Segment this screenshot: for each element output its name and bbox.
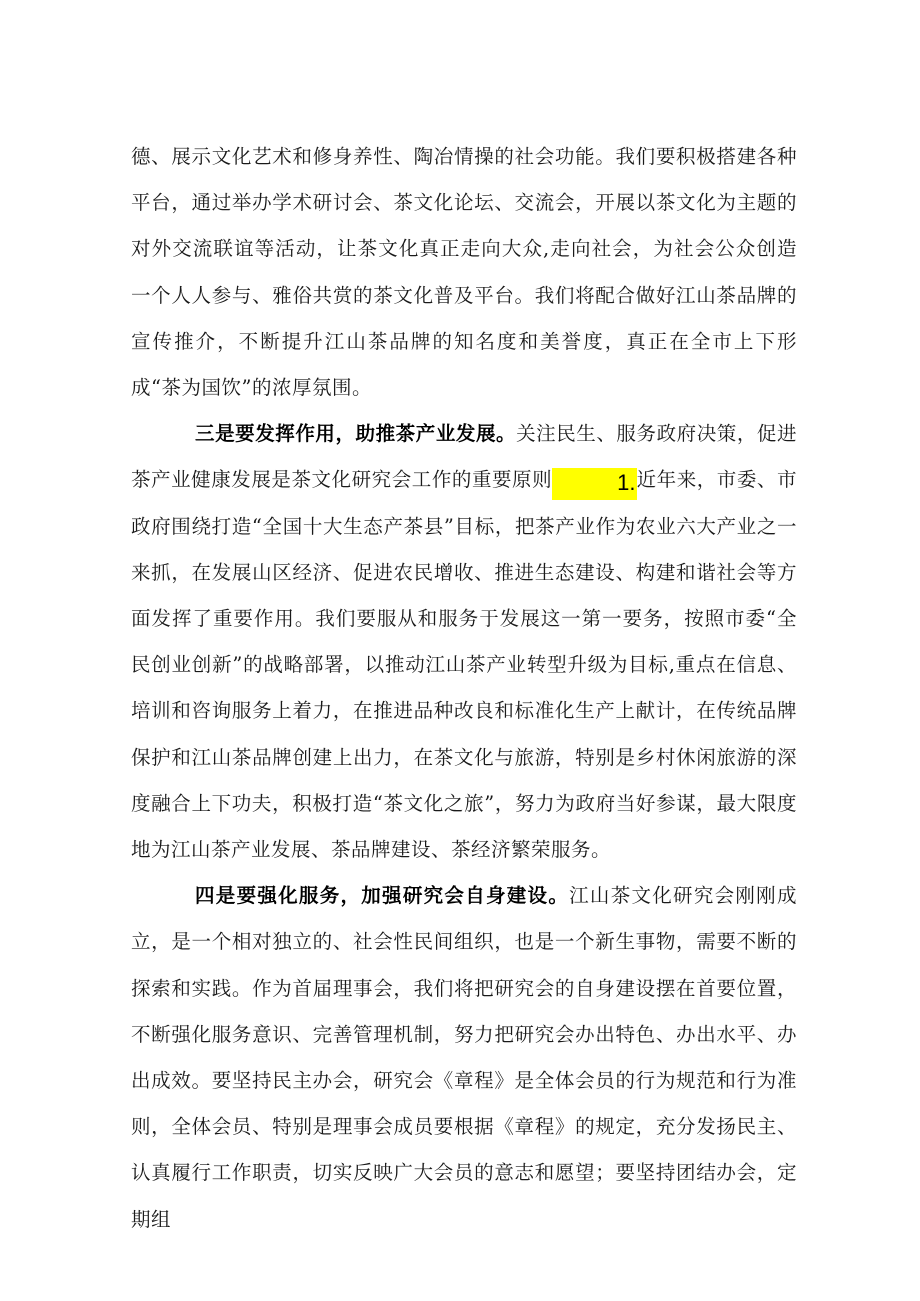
- paragraph-text: 江山茶文化研究会刚刚成立，是一个相对独立的、社会性民间组织，也是一个新生事物，需要不断的探索和实践。作为首届理事会，我们将把研究会的自身建设摆在首要位置，不断强化服务意识、完善管理机制，努力把研究会办出特色、办出水平、办出成效。要坚持民主办会，研究会《章程》是全体会员的行为规范和行为准则，全体会员、特别是理事会成员要根据《章程》的规定，充分发扬民主、认真履行工作职责，切实反映广大会员的意志和愿望；要坚持团结办会，定期组: [131, 884, 797, 1231]
- paragraph-self-building: [131, 873, 797, 1243]
- document-body: [131, 134, 797, 1243]
- paragraph-text: 德、展示文化艺术和修身养性、陶冶情操的社会功能。我们要积极搭建各种平台，通过举办学术研讨会、茶文化论坛、交流会，开展以茶文化为主题的对外交流联谊等活动，让茶文化真正走向大众,走向社会，为社会公众创造一个人人参与、雅俗共赏的茶文化普及平台。我们将配合做好江山茶品牌的宣传推介，不断提升江山茶品牌的知名度和美誉度，真正在全市上下形成“茶为国饮”的浓厚氛围。: [131, 145, 797, 400]
- highlighted-number-marker: 1.: [552, 468, 636, 500]
- paragraph-text: 关注民生、服务政府决策，促进茶产业健康发展是茶文化研究会工作的重要原则: [131, 422, 797, 492]
- paragraph-tea-industry: [131, 411, 797, 873]
- paragraph-lead-heading: 四是要强化服务，加强研究会自身建设。: [195, 884, 570, 908]
- paragraph-lead-heading: 三是要发挥作用，助推茶产业发展。: [195, 422, 517, 446]
- paragraph-continuation: [131, 134, 797, 411]
- paragraph-text: 近年来，市委、市政府围绕打造“全国十大生态产茶县”目标，把茶产业作为农业六大产业之一来抓，在发展山区经济、促进农民增收、推进生态建设、构建和谐社会等方面发挥了重要作用。我们要服从和服务于发展这一第一要务，按照市委“全民创业创新”的战略部署，以推动江山茶产业转型升级为目标,重点在信息、培训和咨询服务上着力，在推进品种改良和标准化生产上献计，在传统品牌保护和江山茶品牌创建上出力，在茶文化与旅游，特别是乡村休闲旅游的深度融合上下功夫，积极打造“茶文化之旅”，努力为政府当好参谋，最大限度地为江山茶产业发展、茶品牌建设、茶经济繁荣服务。: [131, 468, 797, 862]
